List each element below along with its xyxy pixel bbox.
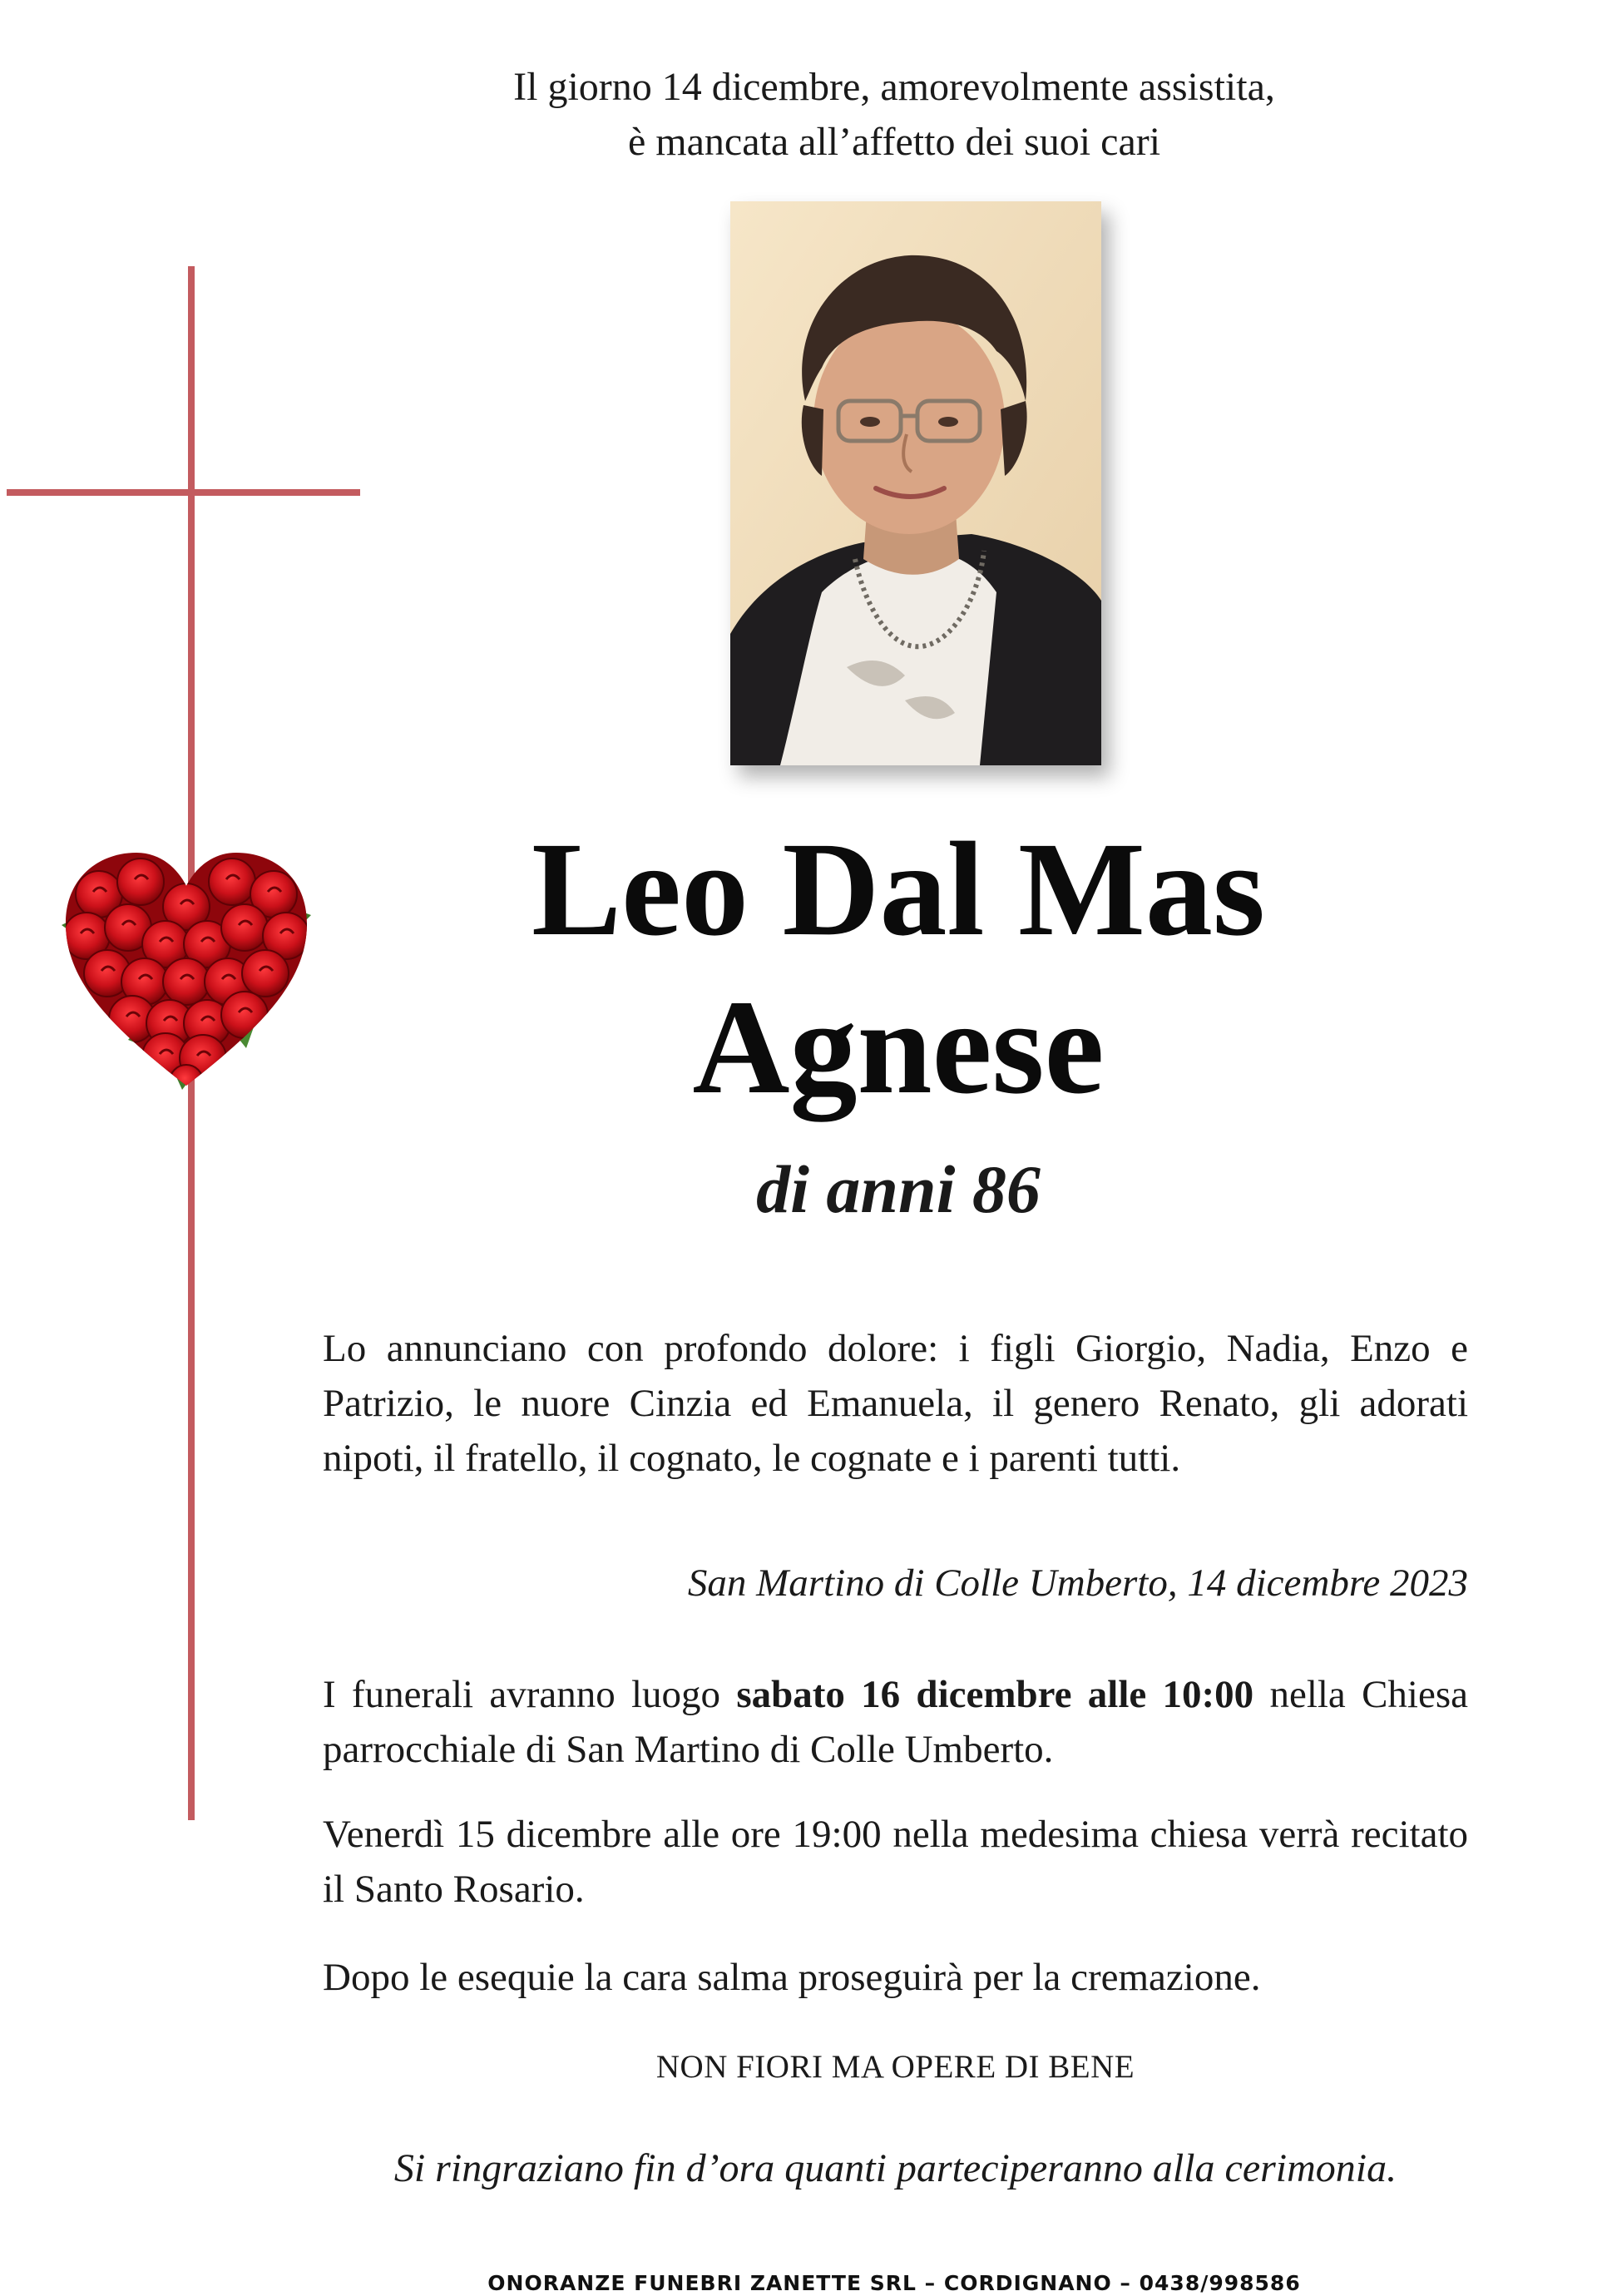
announcement-paragraph: Lo annunciano con profondo dolore: i figli Giorgio, Nadia, Enzo e Patrizio, le nuore Cinzia ed Emanuela, il genero Renato, gli adorati nipoti, il fratello, il cognato, le cognate e i parenti tutti. xyxy=(323,1327,1468,1480)
portrait-photo xyxy=(730,201,1101,765)
funeral-prefix: I funerali avranno luogo xyxy=(323,1673,737,1716)
no-flowers-notice: NON FIORI MA OPERE DI BENE xyxy=(655,2049,1135,2085)
funeral-home-footer: ONORANZE FUNEBRI ZANETTE SRL – CORDIGNANO – 0438/998586 xyxy=(487,2271,1301,2295)
rose-heart-icon xyxy=(62,849,311,1090)
place-and-date: San Martino di Colle Umberto, 14 dicembre 2023 xyxy=(687,1561,1468,1605)
deceased-age: di anni 86 xyxy=(756,1151,1041,1227)
funeral-paragraph xyxy=(323,1667,1468,1777)
deceased-surname: Leo Dal Mas xyxy=(532,815,1265,964)
intro-line-2: è mancata all’affetto dei suoi cari xyxy=(627,120,1161,164)
intro-line-1: Il giorno 14 dicembre, amorevolmente assistita, xyxy=(513,65,1275,109)
rosary-paragraph: Venerdì 15 dicembre alle ore 19:00 nella medesima chiesa verrà recitato il Santo Rosario. xyxy=(323,1813,1468,1911)
cremation-paragraph: Dopo le esequie la cara salma proseguirà per la cremazione. xyxy=(323,1956,1261,1999)
intro-text xyxy=(0,60,1597,170)
portrait-illustration xyxy=(730,201,1101,765)
cross-horizontal-bar xyxy=(7,489,360,496)
funeral-suffix: nella Chiesa parrocchiale di San Martino di Colle Umberto. xyxy=(323,1673,1468,1771)
funeral-date-time: sabato 16 dicembre alle 10:00 xyxy=(736,1673,1254,1716)
thanks-line: Si ringraziano fin d’ora quanti parteciperanno alla cerimonia. xyxy=(393,2146,1397,2190)
deceased-first-name: Agnese xyxy=(692,973,1105,1122)
